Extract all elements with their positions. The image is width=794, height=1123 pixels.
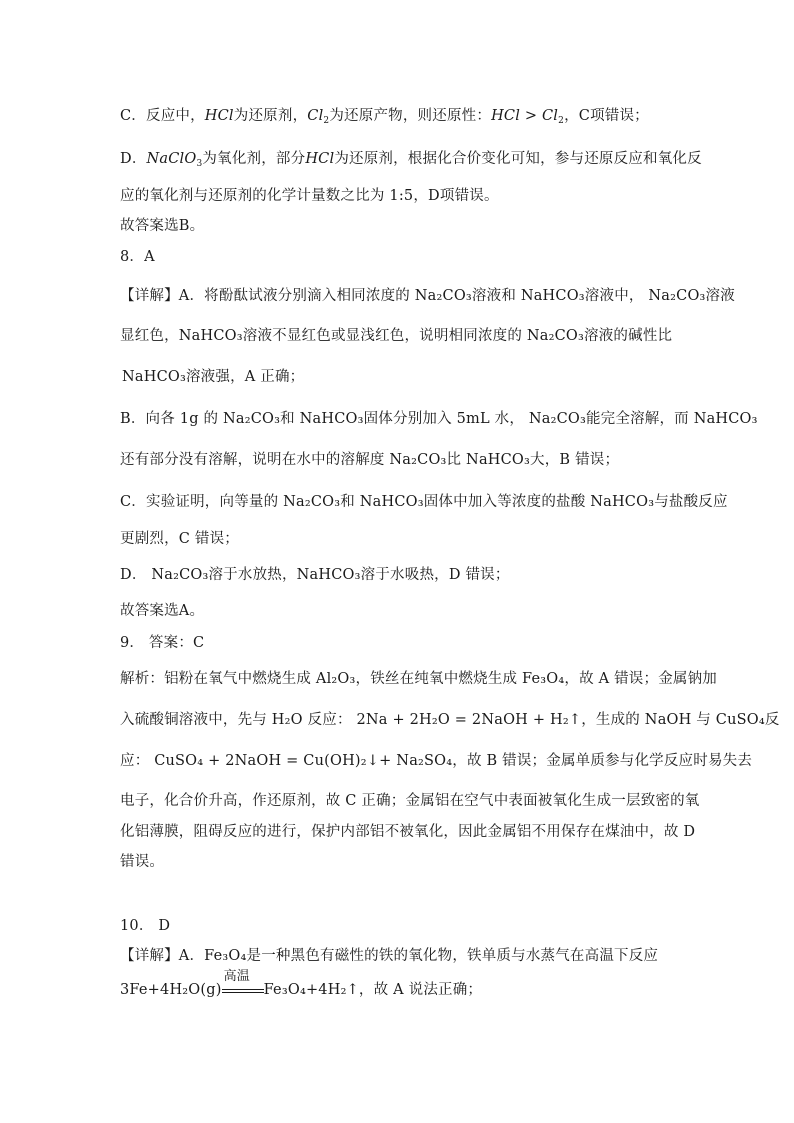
equals-bar-top bbox=[222, 989, 264, 990]
q10-heading: 10． D bbox=[120, 918, 171, 934]
q7-d-text-2: 为氧化剂，部分 bbox=[202, 151, 306, 167]
q8-a-line2: 显红色，NaHCO₃溶液不显红色或显浅红色，说明相同浓度的 Na₂CO₃溶液的碱性比 bbox=[120, 328, 673, 344]
q7-d-hcl: HCl bbox=[305, 151, 335, 167]
reaction-condition-label: 高温 bbox=[223, 969, 250, 984]
q8-c-line1: C．实验证明，向等量的 Na₂CO₃和 NaHCO₃固体中加入等浓度的盐酸 NaHCO₃与盐酸反应 bbox=[120, 494, 728, 510]
q9-line1: 解析：铝粉在氧气中燃烧生成 Al₂O₃，铁丝在纯氧中燃烧生成 Fe₃O₄，故 A 错误；金属钠加 bbox=[120, 671, 717, 687]
q8-a-line3: NaHCO₃溶液强，A 正确； bbox=[122, 369, 305, 385]
q7-c-text-2: 为还原剂， bbox=[233, 108, 308, 124]
q9-line2: 入硫酸铜溶液中，先与 H₂O 反应： 2Na + 2H₂O = 2NaOH + H₂↑，生成的 NaOH 与 CuSO₄反 bbox=[120, 712, 780, 728]
q8-d-line: D． Na₂CO₃溶于水放热，NaHCO₃溶于水吸热，D 错误； bbox=[120, 567, 510, 583]
q7-option-d-line1 bbox=[120, 149, 700, 169]
q9-line3: 应： CuSO₄ + 2NaOH = Cu(OH)₂↓+ Na₂SO₄，故 B 错误；金属单质参与化学反应时易失去 bbox=[120, 753, 753, 769]
q9-line5: 化铝薄膜，阻碍反应的进行，保护内部铝不被氧化，因此金属铝不用保存在煤油中，故 D bbox=[120, 824, 696, 840]
reaction-condition-arrow bbox=[222, 969, 264, 1000]
q7-c-comparison-sub: 2 bbox=[558, 116, 565, 126]
q8-heading: 8．A bbox=[120, 249, 155, 265]
q7-c-cl: Cl bbox=[307, 108, 324, 124]
q7-option-c bbox=[120, 106, 700, 126]
q7-c-text-1: C．反应中， bbox=[120, 108, 205, 124]
q9-heading: 9． 答案：C bbox=[120, 635, 205, 651]
equals-bar-bottom bbox=[222, 992, 264, 993]
q8-a-line1: 【详解】A．将酚酞试液分别滴入相同浓度的 Na₂CO₃溶液和 NaHCO₃溶液中， Na₂CO₃溶液 bbox=[120, 288, 735, 304]
q8-answer: 故答案选A。 bbox=[120, 603, 205, 619]
q7-c-text-3: 为还原产物，则还原性： bbox=[329, 108, 492, 124]
q7-d-text-3: 为还原剂，根据化合价变化可知，参与还原反应和氧化反 bbox=[334, 151, 702, 167]
q9-line6: 错误。 bbox=[120, 854, 165, 870]
q10-equation-line bbox=[120, 969, 700, 1000]
q7-d-text-1: D． bbox=[120, 151, 147, 167]
q8-b-line1: B．向各 1g 的 Na₂CO₃和 NaHCO₃固体分别加入 5mL 水， Na₂CO₃能完全溶解，而 NaHCO₃ bbox=[120, 411, 758, 427]
q7-c-comparison: HCl > Cl bbox=[491, 108, 559, 124]
q9-line4: 电子，化合价升高，作还原剂，故 C 正确；金属铝在空气中表面被氧化生成一层致密的氧 bbox=[120, 793, 700, 809]
q7-option-d-line2: 应的氧化剂与还原剂的化学计量数之比为 1:5，D项错误。 bbox=[120, 188, 499, 204]
q7-d-naclo-sub: 3 bbox=[196, 159, 203, 169]
q10-equation-left: 3Fe+4H₂O(g) bbox=[120, 982, 222, 998]
q7-c-text-4: ，C项错误； bbox=[564, 108, 649, 124]
q8-b-line2: 还有部分没有溶解，说明在水中的溶解度 Na₂CO₃比 NaHCO₃大，B 错误； bbox=[120, 452, 620, 468]
q10-a-line1: 【详解】A．Fe₃O₄是一种黑色有磁性的铁的氧化物，铁单质与水蒸气在高温下反应 bbox=[120, 948, 659, 964]
q7-answer: 故答案选B。 bbox=[120, 218, 205, 234]
q7-c-hcl: HCl bbox=[204, 108, 234, 124]
q10-equation-right: Fe₃O₄+4H₂↑，故 A 说法正确； bbox=[263, 982, 483, 998]
q8-c-line2: 更剧烈，C 错误； bbox=[120, 531, 240, 547]
q7-c-cl-sub: 2 bbox=[323, 116, 330, 126]
q7-d-naclo: NaClO bbox=[146, 151, 197, 167]
